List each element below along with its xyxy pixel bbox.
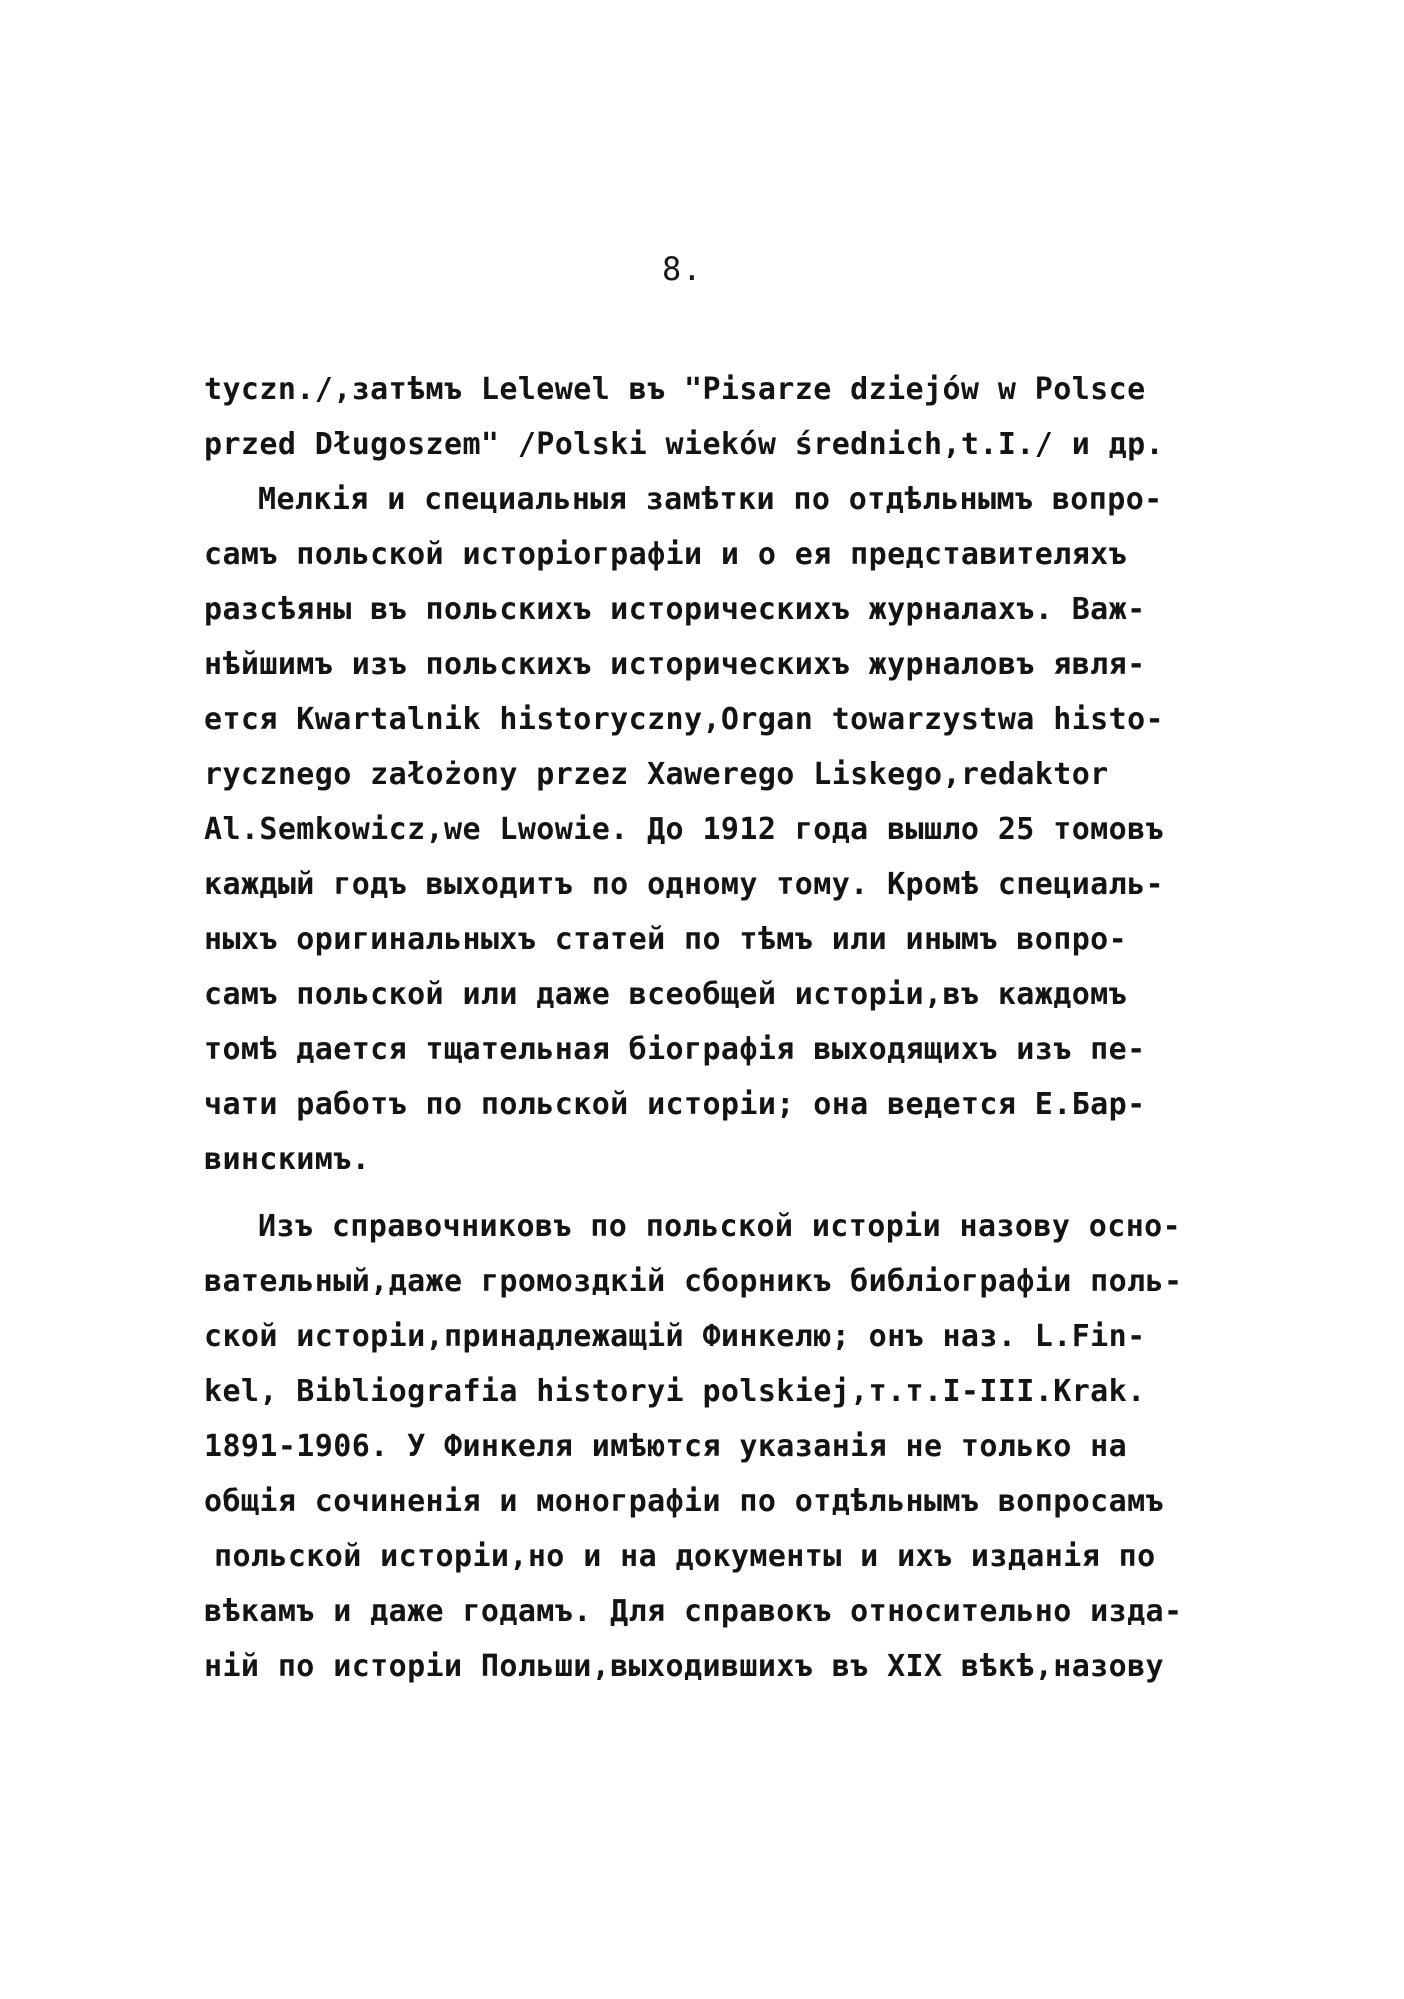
text-line: разсѣяны въ польскихъ историческихъ журналахъ. Важ- bbox=[204, 592, 1146, 627]
text-line: польской исторiи,но и на документы и ихъ изданiя по bbox=[214, 1539, 1156, 1574]
text-line: самъ польской или даже всеобщей исторiи,въ каждомъ bbox=[204, 977, 1128, 1012]
text-line: ской исторiи,принадлежащiй Финкелю; онъ наз. L.Fin- bbox=[204, 1319, 1146, 1354]
text-line: kel, Bibliografia historyi polskiej,т.т.I-III.Krak. bbox=[204, 1374, 1146, 1409]
text-line: ется Kwartalnik historyczny,Organ towarzystwa histo- bbox=[204, 702, 1164, 737]
text-line: 1891-1906. У Финкеля имѣются указанiя не только на bbox=[204, 1429, 1128, 1464]
text-line: вѣкамъ и даже годамъ. Для справокъ относительно изда- bbox=[204, 1594, 1183, 1629]
text-line: самъ польской исторiографiи и о ея представителяхъ bbox=[204, 537, 1128, 572]
text-line: ныхъ оригинальныхъ статей по тѣмъ или инымъ вопро- bbox=[204, 922, 1128, 957]
text-line: вательный,даже громоздкiй сборникъ библiографiи поль- bbox=[204, 1264, 1183, 1299]
paragraph-gap bbox=[204, 1187, 1224, 1199]
text-line: чати работъ по польской исторiи; она ведется Е.Бар- bbox=[204, 1087, 1146, 1122]
text-line: Мелкія и специальныя замѣтки по отдѣльнымъ вопро- bbox=[258, 482, 1163, 517]
text-line: tyczn./,затѣмъ Lelewel въ "Pisarze dziejów w Polsce bbox=[204, 372, 1146, 407]
text-line: Изъ справочниковъ по польской исторiи назову осно- bbox=[258, 1209, 1182, 1244]
page-number: 8. bbox=[662, 250, 703, 288]
text-line: каждый годъ выходитъ по одному тому. Кромѣ специаль- bbox=[204, 867, 1164, 902]
text-line: винскимъ. bbox=[204, 1142, 371, 1177]
body-text bbox=[204, 362, 1224, 1694]
text-line: томѣ дается тщательная бiографiя выходящихъ изъ пе- bbox=[204, 1032, 1146, 1067]
text-line: нѣйшимъ изъ польскихъ историческихъ журналовъ явля- bbox=[204, 647, 1146, 682]
text-line: rycznego założony przez Xawerego Liskego,redaktor bbox=[204, 757, 1109, 792]
text-line: Al.Semkowicz,we Lwowie. До 1912 года вышло 25 томовъ bbox=[204, 812, 1164, 847]
text-line: przed Długoszem" /Polski wieków średnich,t.I./ и др. bbox=[204, 427, 1164, 462]
text-line: нiй по исторiи Польши,выходившихъ въ XIX вѣкѣ,назову bbox=[204, 1649, 1164, 1684]
text-line: общiя сочиненiя и монографiи по отдѣльнымъ вопросамъ bbox=[204, 1484, 1164, 1519]
